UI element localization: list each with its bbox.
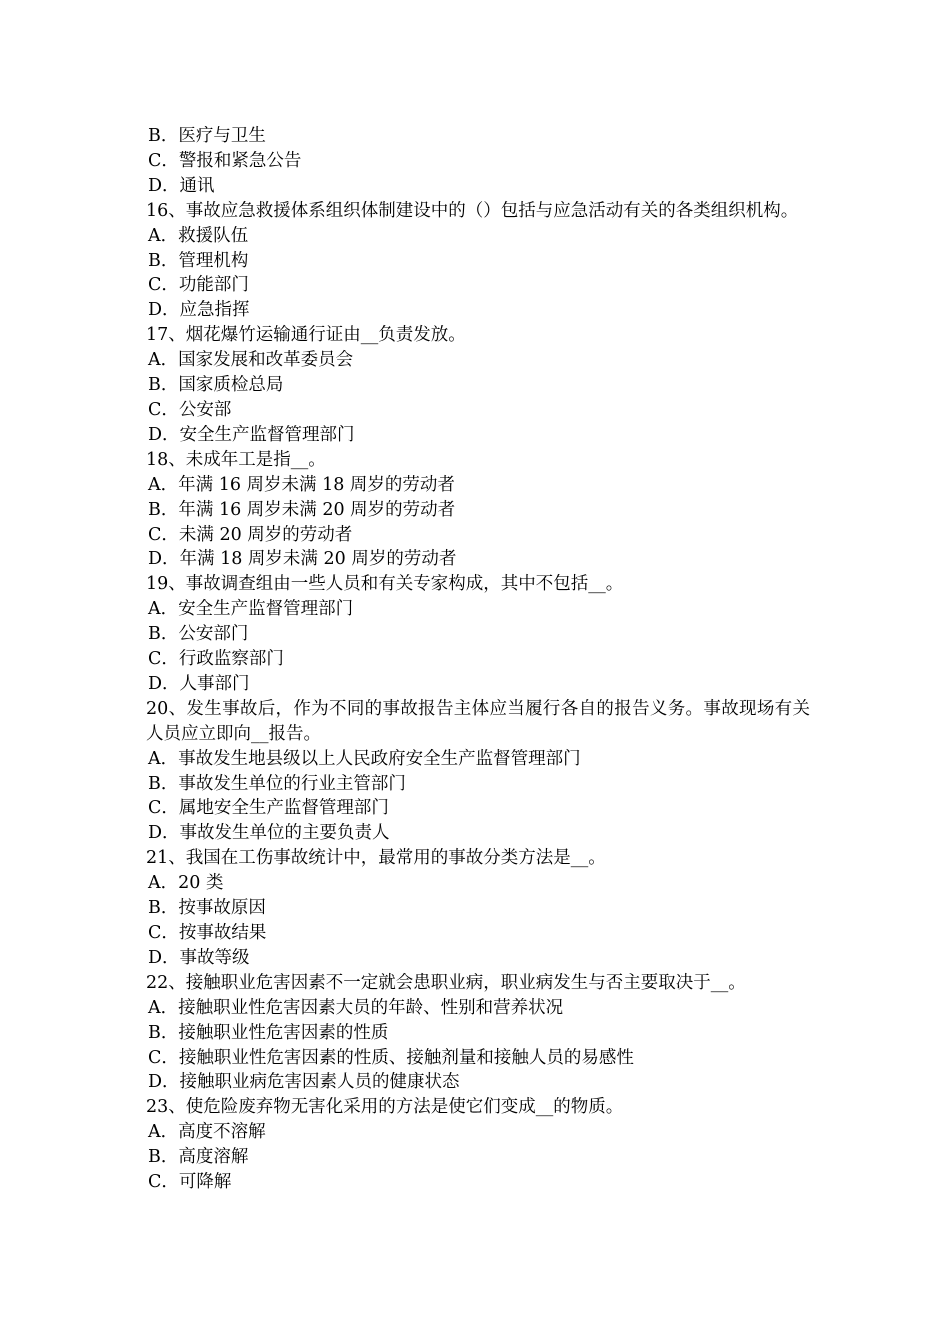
option-text: 事故发生地县级以上人民政府安全生产监督管理部门 [178,748,581,769]
option-letter: A． [148,748,179,769]
option-letter: C． [148,649,179,670]
option-letter: A． [148,997,179,1018]
option-text: 救援队伍 [178,225,249,246]
option-letter: B． [148,250,179,271]
option-text: 应急指挥 [179,300,250,321]
option-letter: D． [148,1072,180,1093]
answer-option [146,647,810,672]
option-text: 高度不溶解 [178,1122,266,1143]
option-text: 年满 16 周岁未满 20 周岁的劳动者 [178,499,456,520]
option-letter: C． [148,923,179,943]
option-letter: A． [148,225,179,246]
answer-option [146,871,810,896]
option-letter: D． [148,175,180,196]
option-text: 高度溶解 [178,1147,249,1168]
question-stem: 16、事故应急救援体系组织体制建设中的（）包括与应急活动有关的各类组织机构。 [146,200,799,221]
option-letter: A． [148,474,179,495]
option-text: 接触职业性危害因素的性质、接触剂量和接触人员的易感性 [178,1047,634,1068]
option-letter: C． [148,1047,179,1068]
answer-option [146,523,810,548]
answer-option [146,348,810,373]
option-text: 接触职业性危害因素的性质 [178,1022,389,1043]
option-letter: D． [148,424,180,445]
question-stem: 22、接触职业危害因素不一定就会患职业病，职业病发生与否主要取决于__。 [146,972,746,993]
option-text: 公安部 [178,399,232,420]
answer-option [146,174,810,199]
option-text: 安全生产监督管理部门 [178,599,354,620]
option-text: 事故发生单位的行业主管部门 [178,773,406,794]
answer-option [146,1021,810,1046]
option-letter: D． [148,549,180,570]
option-letter: B． [148,1147,179,1168]
answer-option [146,1120,810,1145]
option-letter: A． [148,599,179,620]
answer-option [146,423,810,448]
option-letter: C． [148,798,179,819]
answer-option [146,1046,810,1071]
answer-option [146,124,810,149]
option-letter: A． [148,1122,179,1143]
option-letter: C． [148,399,179,420]
option-letter: D． [148,300,180,321]
answer-option [146,398,810,423]
answer-option [146,373,810,398]
answer-option [146,273,810,298]
answer-option [146,224,810,249]
answer-option [146,996,810,1021]
answer-option [146,622,810,647]
answer-option [146,946,810,971]
option-text: 按事故结果 [178,923,267,943]
option-text: 可降解 [178,1172,232,1193]
option-text: 按事故原因 [178,898,266,919]
option-text: 事故等级 [179,947,250,968]
answer-option [146,498,810,523]
answer-option [146,298,810,323]
option-letter: B． [148,1022,179,1043]
question-list [146,124,810,1195]
question-stem: 19、事故调查组由一些人员和有关专家构成，其中不包括__。 [146,574,624,595]
option-text: 安全生产监督管理部门 [179,424,355,445]
option-text: 年满 18 周岁未满 20 周岁的劳动者 [179,549,457,570]
answer-option [146,921,810,946]
answer-option [146,672,810,697]
question-stem: 21、我国在工伤事故统计中，最常用的事故分类方法是__。 [146,848,606,869]
option-text: 年满 16 周岁未满 18 周岁的劳动者 [178,474,455,495]
option-text: 接触职业病危害因素人员的健康状态 [179,1072,460,1093]
option-text: 接触职业性危害因素大员的年龄、性别和营养状况 [178,997,564,1018]
answer-option [146,547,810,572]
option-letter: D． [148,947,180,968]
option-text: 功能部门 [178,275,249,296]
option-letter: B． [148,375,179,396]
answer-option [146,1145,810,1170]
option-text: 行政监察部门 [178,649,284,670]
answer-option [146,149,810,174]
option-text: 通讯 [179,175,215,196]
question-stem: 18、未成年工是指__。 [146,449,326,470]
answer-option [146,249,810,274]
question-stem: 20、发生事故后，作为不同的事故报告主体应当履行各自的报告义务。事故现场有关人员应立即向__报告。 [146,698,810,744]
answer-option [146,1170,810,1195]
option-text: 未满 20 周岁的劳动者 [178,524,353,545]
option-letter: A． [148,350,179,371]
option-text: 医疗与卫生 [178,126,266,146]
option-letter: D． [148,823,180,844]
option-text: 管理机构 [178,250,249,271]
answer-option [146,1070,810,1095]
option-letter: B． [148,898,179,919]
option-letter: B． [148,126,179,146]
option-letter: D． [148,673,180,694]
option-letter: C． [148,1172,179,1193]
option-letter: A． [148,873,179,894]
option-letter: B． [148,499,179,520]
question-stem: 23、使危险废弃物无害化采用的方法是使它们变成__的物质。 [146,1097,624,1118]
answer-option [146,597,810,622]
option-letter: C． [148,150,179,171]
answer-option [146,896,810,921]
answer-option [146,772,810,797]
option-text: 国家质检总局 [178,375,284,396]
option-text: 人事部门 [179,673,250,694]
option-text: 20 类 [178,873,224,894]
answer-option [146,796,810,821]
option-letter: B． [148,624,179,645]
option-text: 属地安全生产监督管理部门 [178,798,389,819]
question-stem: 17、烟花爆竹运输通行证由__负责发放。 [146,325,466,346]
option-letter: C． [148,524,179,545]
answer-option [146,747,810,772]
answer-option [146,473,810,498]
answer-option [146,821,810,846]
option-letter: C． [148,275,179,296]
option-text: 警报和紧急公告 [178,150,302,171]
option-text: 国家发展和改革委员会 [178,350,354,371]
option-letter: B． [148,773,179,794]
option-text: 公安部门 [178,624,249,645]
option-text: 事故发生单位的主要负责人 [179,823,390,844]
